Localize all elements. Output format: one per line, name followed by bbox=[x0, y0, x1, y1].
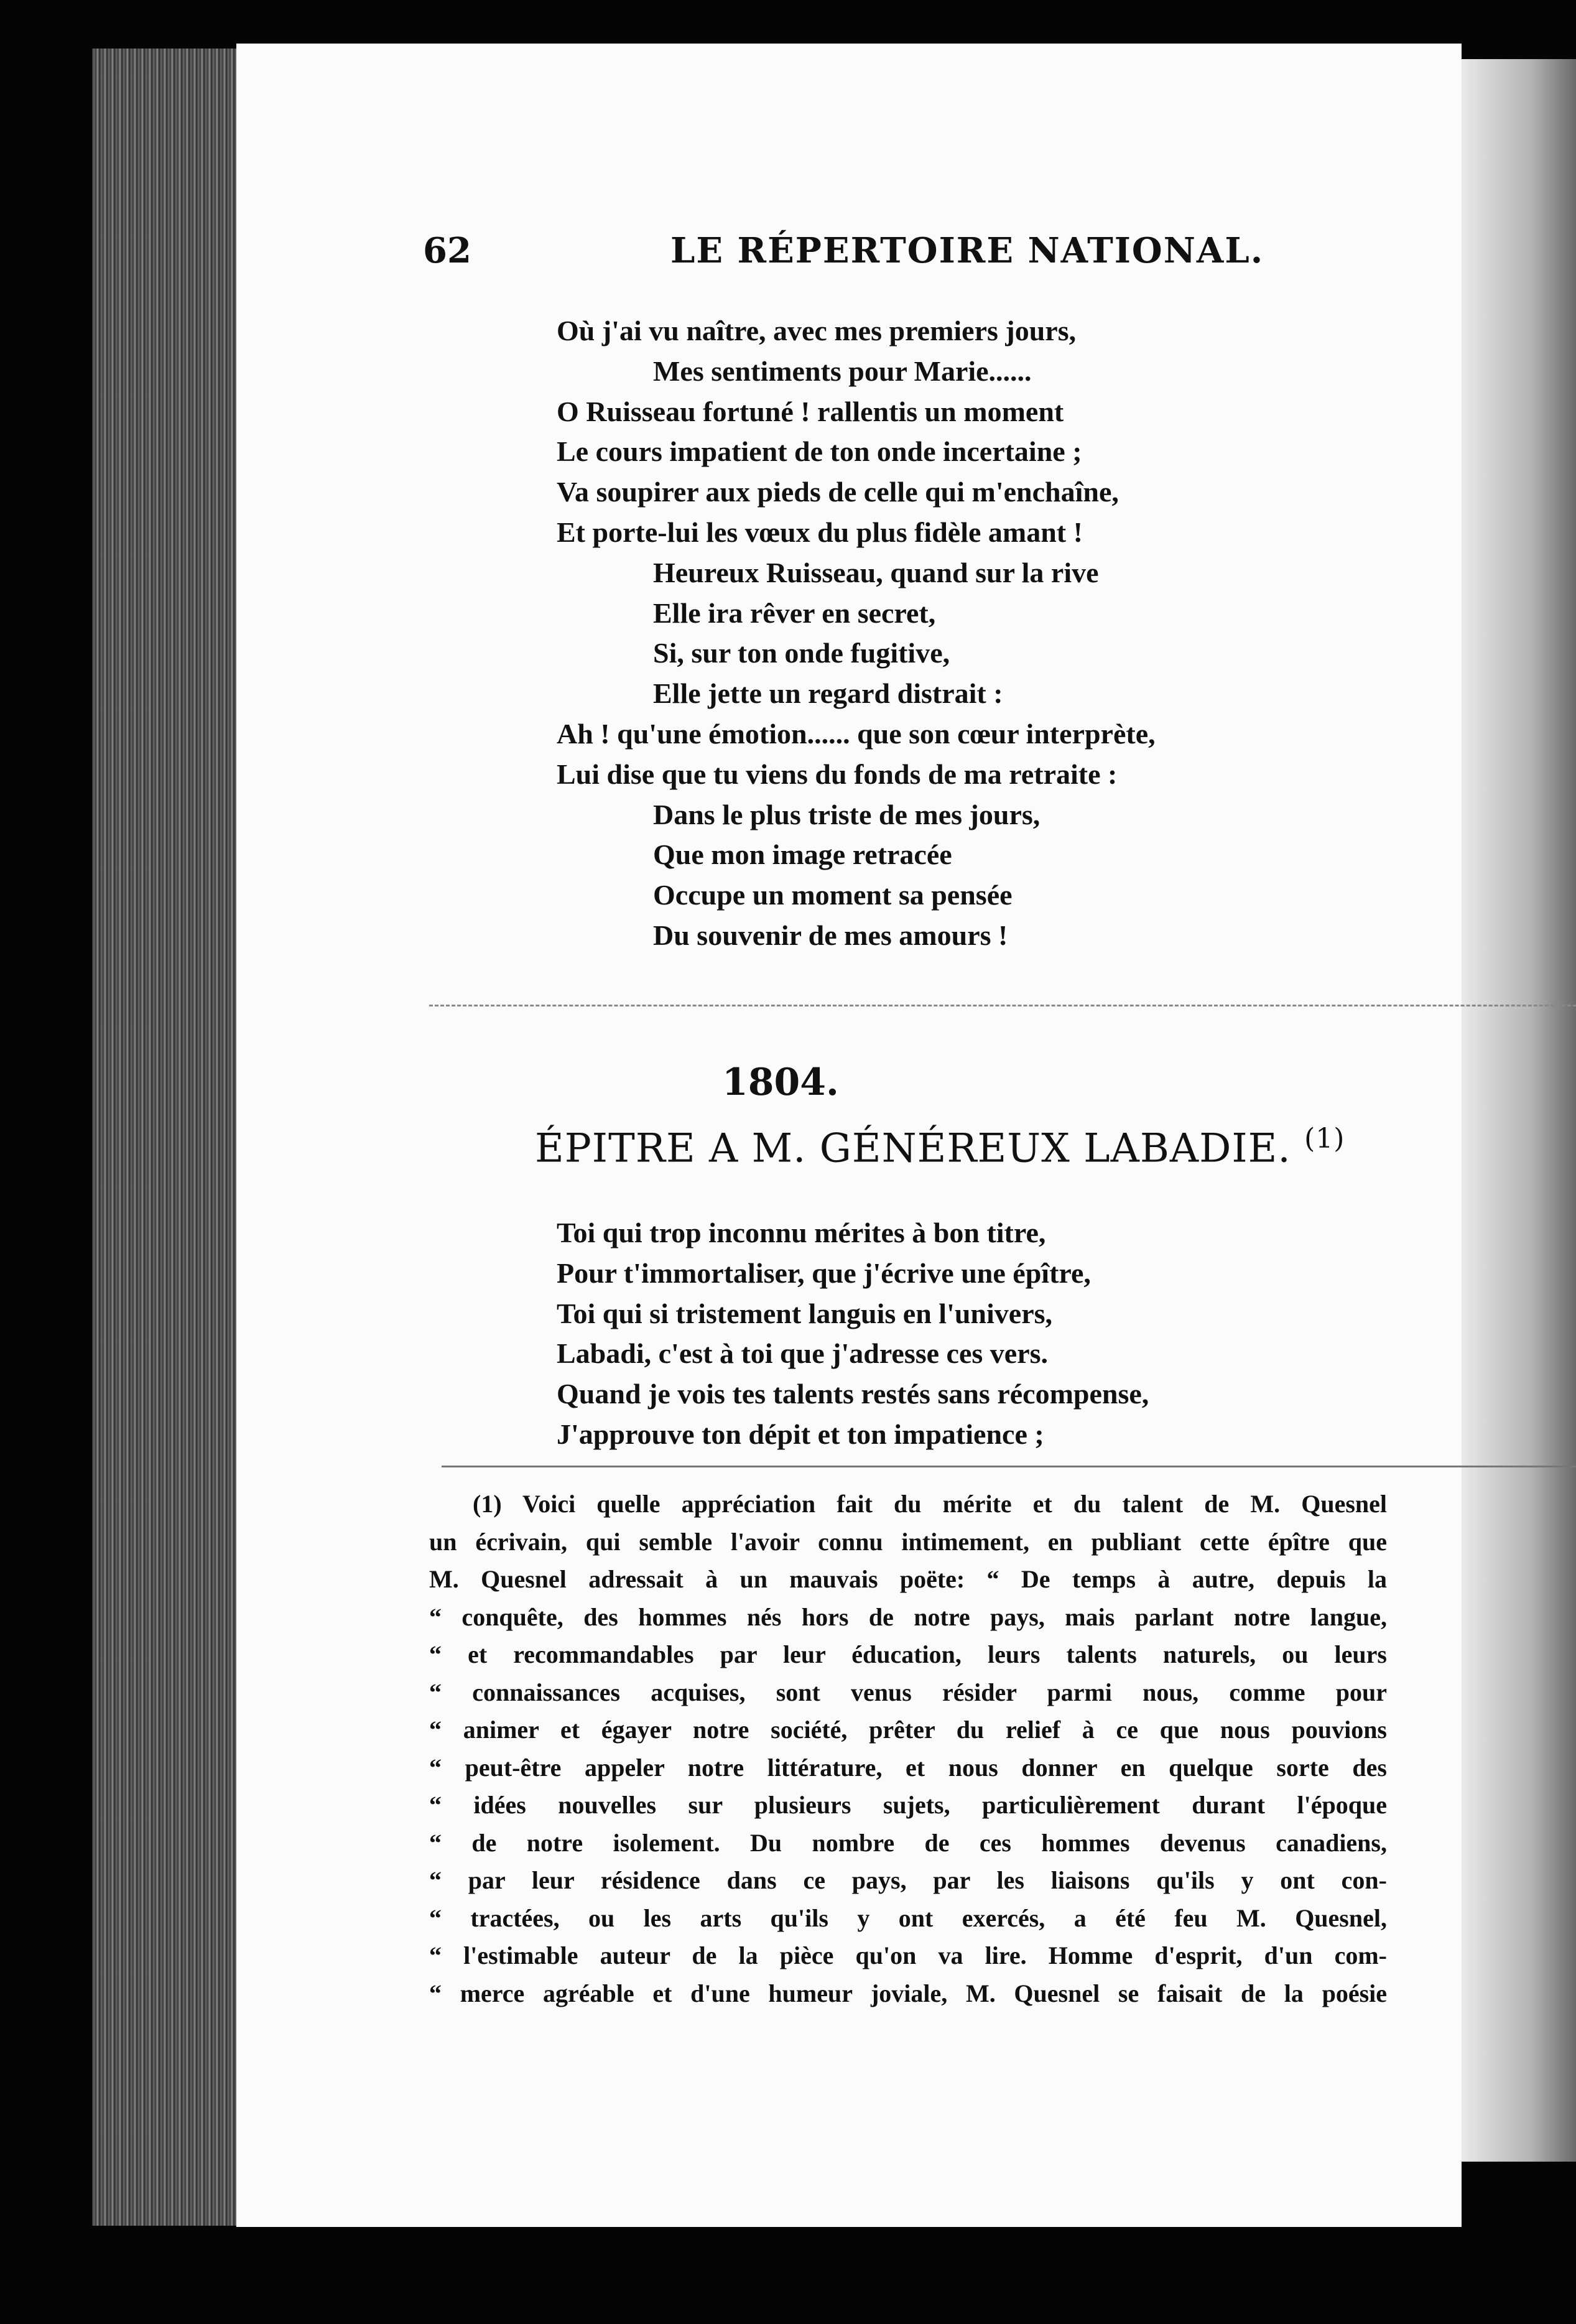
section-year: 1804. bbox=[722, 1061, 839, 1104]
footnote-line: “ par leur résidence dans ce pays, par les liaisons qu'ils y ont con- bbox=[429, 1866, 1387, 1894]
poem-continued bbox=[236, 311, 1462, 956]
page-number: 62 bbox=[423, 230, 471, 271]
verse-line: Dans le plus triste de mes jours, bbox=[653, 798, 1041, 830]
footnote-line: “ tractées, ou les arts qu'ils y ont exercés, a été feu M. Quesnel, bbox=[429, 1903, 1387, 1932]
footnote bbox=[429, 1485, 1387, 2012]
footnote-line: “ animer et égayer notre société, prêter du relief à ce que nous pouvions bbox=[429, 1716, 1387, 1744]
verse-line: Va soupirer aux pieds de celle qui m'enchaîne, bbox=[557, 476, 1119, 508]
verse-line: Toi qui trop inconnu mérites à bon titre, bbox=[557, 1217, 1046, 1248]
footnote-line: “ peut-être appeler notre littérature, et nous donner en quelque sorte des bbox=[429, 1753, 1387, 1782]
book-spine-shadow bbox=[92, 49, 236, 2226]
verse-line: Quand je vois tes talents restés sans récompense, bbox=[557, 1378, 1149, 1410]
footnote-line: (1) Voici quelle appréciation fait du mérite et du talent de M. Quesnel bbox=[473, 1490, 1387, 1518]
footnote-line: “ conquête, des hommes nés hors de notre pays, mais parlant notre langue, bbox=[429, 1602, 1387, 1631]
footnote-line: M. Quesnel adressait à un mauvais poëte: “ De temps à autre, depuis la bbox=[429, 1565, 1387, 1593]
footnote-line: “ l'estimable auteur de la pièce qu'on va lire. Homme d'esprit, d'un com- bbox=[429, 1941, 1387, 1969]
verse-line: O Ruisseau fortuné ! rallentis un moment bbox=[557, 395, 1064, 427]
running-title: LE RÉPERTOIRE NATIONAL. bbox=[670, 230, 1264, 271]
verse-line: Ah ! qu'une émotion...... que son cœur interprète, bbox=[557, 717, 1156, 750]
verse-line: Elle ira rêver en secret, bbox=[653, 597, 936, 629]
footnote-line: “ connaissances acquises, sont venus résider parmi nous, comme pour bbox=[429, 1678, 1387, 1706]
facing-page-edge bbox=[1462, 59, 1576, 2162]
verse-line: Et porte-lui les vœux du plus fidèle amant ! bbox=[557, 516, 1083, 548]
piece-title bbox=[535, 1123, 1345, 1171]
footnote-line: “ et recommandables par leur éducation, leurs talents naturels, ou leurs bbox=[429, 1640, 1387, 1668]
footnote-line: un écrivain, qui semble l'avoir connu intimement, en publiant cette épître que bbox=[429, 1527, 1387, 1556]
verse-line: J'approuve ton dépit et ton impatience ; bbox=[557, 1418, 1044, 1450]
page-header bbox=[423, 230, 1368, 286]
footnote-line: “ idées nouvelles sur plusieurs sujets, particulièrement durant l'époque bbox=[429, 1791, 1387, 1819]
section-divider bbox=[429, 1005, 1576, 1006]
verse-line: Elle jette un regard distrait : bbox=[653, 677, 1003, 710]
verse-line: Toi qui si tristement languis en l'univers, bbox=[557, 1297, 1053, 1329]
verse-line: Du souvenir de mes amours ! bbox=[653, 919, 1008, 951]
scanned-page bbox=[236, 44, 1462, 2227]
verse-line: Le cours impatient de ton onde incertaine ; bbox=[557, 435, 1082, 468]
footnote-line: “ de notre isolement. Du nombre de ces hommes devenus canadiens, bbox=[429, 1828, 1387, 1857]
verse-line: Pour t'immortaliser, que j'écrive une épître, bbox=[557, 1257, 1091, 1289]
verse-line: Labadi, c'est à toi que j'adresse ces vers. bbox=[557, 1337, 1049, 1370]
verse-line: Mes sentiments pour Marie...... bbox=[653, 355, 1032, 387]
verse-line: Que mon image retracée bbox=[653, 839, 952, 871]
footnote-line: “ merce agréable et d'une humeur joviale, M. Quesnel se faisait de la poésie bbox=[429, 1979, 1387, 2007]
footnote-rule bbox=[442, 1466, 1576, 1467]
poem-epitre bbox=[236, 1213, 1462, 1455]
verse-line: Heureux Ruisseau, quand sur la rive bbox=[653, 556, 1099, 588]
verse-line: Occupe un moment sa pensée bbox=[653, 879, 1013, 911]
footnote-marker: (1) bbox=[1304, 1123, 1345, 1155]
verse-line: Lui dise que tu viens du fonds de ma retraite : bbox=[557, 758, 1118, 790]
verse-line: Où j'ai vu naître, avec mes premiers jours, bbox=[557, 315, 1077, 346]
verse-line: Si, sur ton onde fugitive, bbox=[653, 637, 950, 669]
piece-title-text: ÉPITRE A M. GÉNÉREUX LABADIE. bbox=[535, 1125, 1291, 1172]
